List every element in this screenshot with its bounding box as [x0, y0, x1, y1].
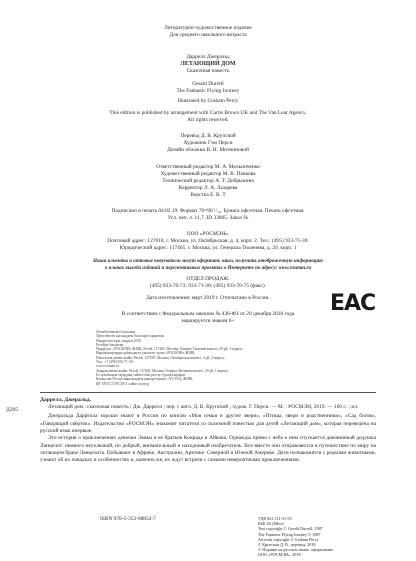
- author-en: Gerald Durrell: [192, 81, 224, 87]
- cert-line: Қазақстан Республикасындағы импорттаушы: «ҰСТАЗ» ЖШҚ: [96, 377, 193, 382]
- credits-editorial: [40, 164, 376, 199]
- classification-block: [258, 516, 388, 558]
- eac-mark-icon: EAC: [330, 291, 376, 316]
- title-ru: ЛЕТАЮЩИЙ ДОМ: [180, 61, 236, 68]
- cert-line: ҚР ТР ЕСТ 007/2011 сәйкес келеді: [96, 381, 149, 386]
- age-mark-line: маркируется знаком 6+: [181, 318, 235, 325]
- age-line: Для среднего школьного возраста: [169, 32, 247, 39]
- cert-line: Зондық мекен-жайы: Ресей, 117465, Москва, Генерал Тюленев көшесі, 29 үй, 1-корпус: [96, 368, 229, 373]
- cert-line: Ел аумағында тауардың сәйкестігін растау туралы ақпарат: [96, 372, 186, 377]
- author-ru: Даррелл Джеральд: [186, 54, 230, 60]
- sales-block: [40, 276, 376, 290]
- illustrated-by: Illustrated by Graham Percy: [177, 98, 239, 104]
- edition-type: [40, 25, 376, 39]
- credit-line: Корректор Л. А. Лазарева: [178, 185, 238, 192]
- rights-note: All rights reserved.: [187, 117, 229, 124]
- promo-line: о планах выхода изданий и перспективных проектах в Интернете по адресу: www.rosman.ru: [104, 266, 312, 272]
- annotation-paragraph: Это история о приключениях девочки Эммы и ее братьев Конрада и Айвана. Однажды прямо с неба к ним спускается диковинный дедушка Ланцелот: немного неуклюжий, но добрый, внимательный и находчивый изобретатель. Все вместе они отправляются в путешествие по миру на летающем браке Ланцелота. Побывают в Африке, Австралии, Арктике. Северной и Южной Америке. Дети познакомятся с редкими животными, узнают об их повадках и особенностях и, конечно же, их ждут встречи с самыми невероятными приключениями.: [40, 435, 376, 464]
- catalog-entry: Летающий дом : сказочная повесть / Дж. Даррелл ; пер. с англ. Д. В. Крупской ; худож. Г. Перси. — М. : РОСМЭН, 2019. — 160 с. : ил.: [48, 404, 359, 411]
- law-block: [40, 311, 376, 325]
- cert-line: www.rosman.ru: [96, 364, 119, 369]
- print-info: [40, 208, 376, 222]
- manufacture-date: [40, 295, 376, 302]
- cert-line: Тел.: +7 (495) 933-71-30.: [96, 360, 134, 365]
- illustrator-en: [40, 98, 376, 105]
- sales-phones: (495) 933-70-73; 933-71-30; (495) 933-70-75 (факс).: [149, 283, 267, 290]
- credit-line: Дизайн обложки В. Н. Митниновой: [167, 147, 249, 154]
- publisher-block: [40, 231, 376, 252]
- udc: УДК 821.111-31-93: [258, 516, 292, 521]
- legal-address: Юридический адрес: 117465, г. Москва, ул. Генерала Тюленева, д. 29, корп. 1: [119, 245, 297, 252]
- copyright-line: Artwork copyright © Graham Percy: [258, 536, 319, 542]
- rights-block: [40, 110, 376, 124]
- cert-line: Орта мектеп жасындағы балаларға арналған: [96, 334, 164, 339]
- copyright-line: ООО «РОСМЭН», 2018: [258, 552, 301, 558]
- arrangement-note: This edition is published by arrangement with Curtis Brown UK and The Van Lear Agency.: [109, 110, 307, 116]
- cert-line: Өндірілген күні: наурыз 2019: [96, 338, 141, 343]
- annotation-paragraph: Джеральда Даррелла хорошо знают в России по книгам «Моя семья и другие звери», «Птицы, звери и родственники», «Сад богов», «Говорящий свёрток». Издательство «РОСМЭН» знакомит читателя со сказочной повестью для детей «Летающий дом», которая переведена на русский язык впервые.: [40, 413, 376, 434]
- made-date: Дата изготовления: март 2019 г. Отпечатано в России.: [146, 295, 270, 301]
- copyright-line: Text copyright © Gerald Durrell, 1987: [258, 526, 323, 532]
- credits-translation: [40, 133, 376, 154]
- credit-line: Верстка Е. В. Т: [190, 192, 226, 199]
- cert-line: Ресейде басылған: [96, 342, 124, 347]
- bbk: ББК 84 (4Вел): [258, 521, 284, 527]
- credit-line: Технический редактор А. Т. Добрынина: [162, 178, 254, 185]
- certification-block: [96, 330, 326, 386]
- copyright-line: © Издание на русском языке, оформление.: [258, 547, 334, 553]
- promo-line: Наши клиенты и оптовые покупатели могут оформить заказ, получить отображенную информацию: [93, 259, 323, 264]
- title-en: The Fantastic Flying Journey: [176, 88, 240, 95]
- credit-line: Ответственный редактор М. А. Мельниченко: [156, 164, 260, 170]
- cert-line: Пошталық мекен-жайы: Ресей, 127018, Москва, Октябрьская көшесі, 4 үй, 2-корпус.: [96, 355, 226, 360]
- sales-heading: ОТДЕЛ ПРОДАЖ:: [186, 276, 230, 282]
- postal-address: Почтовый адрес: 127018, г. Москва, ул. Октябрьская, д. 4, корп. 2. Тел.: (495) 933-71-30.: [107, 238, 309, 245]
- cert-line: Өндіруші: «РОСМЭН» ЖШҚ, Ресей, 117465, Москва, Генерал Тюленев көшесі, 29 үй, 1-корпус: [96, 347, 243, 352]
- catalog-code: Д205: [6, 407, 19, 413]
- title-block: [40, 54, 376, 75]
- cert-line: Наразылықтарды қабылдауға уәкілетті тұлға «РОСМЭН» ЖШҚ: [96, 351, 195, 356]
- divider: [40, 392, 376, 393]
- copyright-line: © Крупская Д. В., перевод, 2018: [258, 542, 316, 548]
- catalog-card: [40, 397, 376, 464]
- catalog-heading: Даррелл, Джеральд.: [40, 397, 92, 403]
- promo-block: [40, 258, 376, 272]
- credit-line: Перевод Д. В. Крупской: [180, 133, 236, 139]
- edition-line: Литературно-художественное издание: [164, 25, 252, 31]
- isbn: ISBN 978-5-353-08854-7: [100, 516, 156, 522]
- print-line: Подписано в печать 04.02.19. Формат 70×90 ¹/₁₆. Бумага офсетная. Печать офсетная.: [111, 208, 305, 214]
- original-title-block: [40, 81, 376, 95]
- publisher-name: ООО «РОСМЭН».: [186, 231, 230, 237]
- isbn-block: [100, 516, 156, 523]
- credit-line: Художественный редактор М. В. Панкова: [160, 171, 256, 178]
- cert-line: Әсемби-кенеміз басылым: [96, 330, 136, 334]
- print-line: Усл. печ. л. 11,7. ID 33865. Заказ №: [167, 215, 249, 222]
- copyright-line: The Fantastic Flying Journey © 1987: [258, 531, 321, 537]
- credit-line: Художник Гэм Перси: [183, 140, 233, 147]
- law-line: В соответствии с Федеральным законом № 436-ФЗ от 29 декабря 2010 года: [121, 311, 295, 317]
- genre-ru: Сказочная повесть: [186, 68, 230, 75]
